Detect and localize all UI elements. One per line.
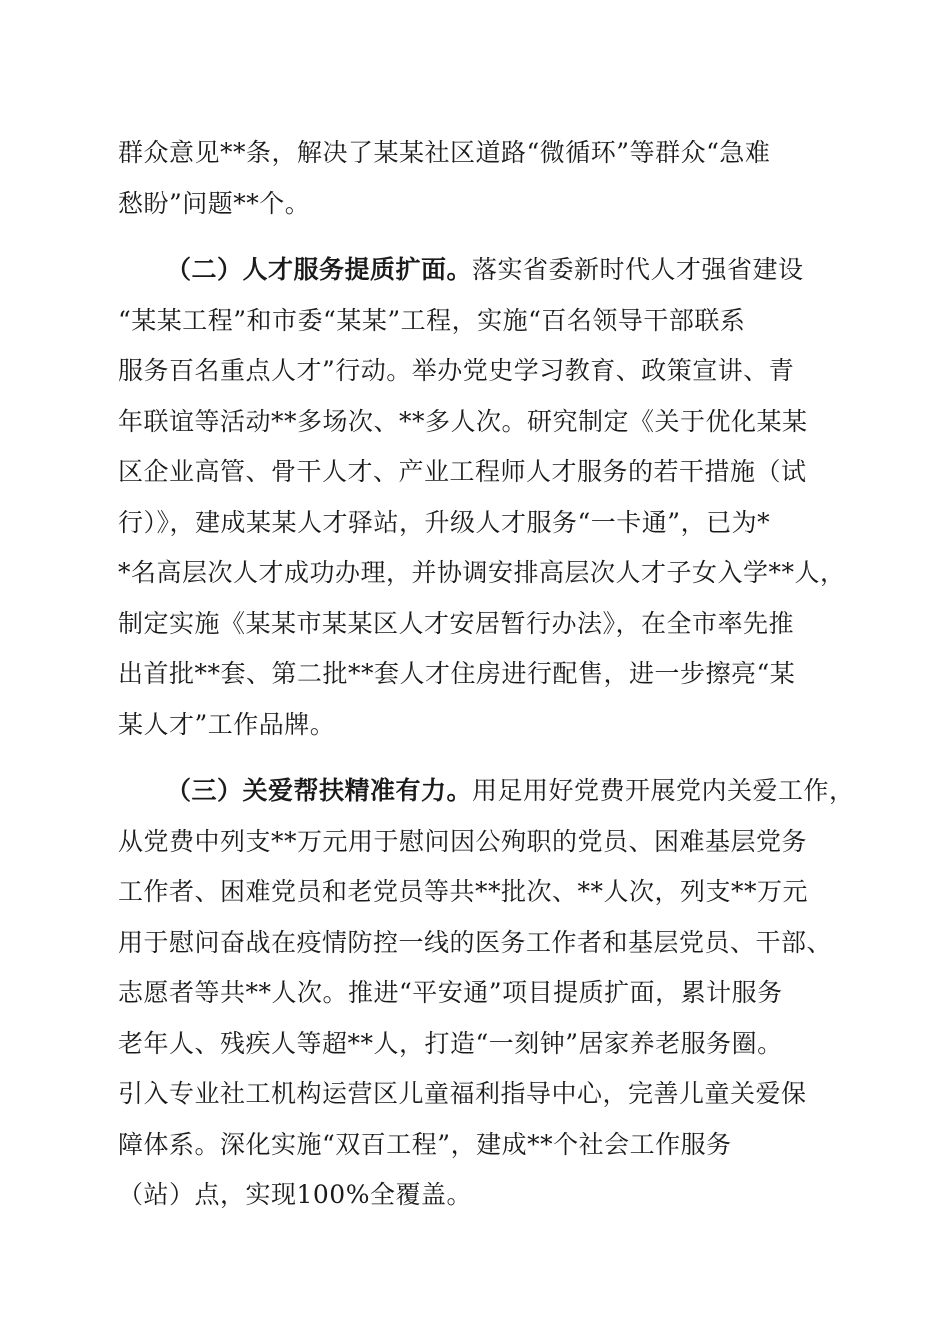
- text-line: [118, 245, 834, 296]
- text-line: 老年人、残疾人等超**人，打造“一刻钟”居家养老服务圈。: [118, 1028, 783, 1058]
- text-line: 用于慰问奋战在疫情防控一线的医务工作者和基层党员、干部、: [118, 927, 833, 957]
- text-line: 出首批**套、第二批**套人才住房进行配售，进一步擦亮“某: [118, 659, 796, 688]
- paragraph-2: [118, 245, 846, 750]
- text-line: “某某工程”和市委“某某”工程，实施“百名领导干部联系: [118, 305, 746, 335]
- text-line: 愁盼”问题**个。: [118, 188, 311, 218]
- text-line: 工作者、困难党员和老党员等共**批次、**人次，列支**万元: [118, 877, 809, 906]
- text-run: 用足用好党费开展党内关爱工作，: [472, 776, 855, 805]
- text-run: 落实省委新时代人才强省建设: [472, 255, 804, 284]
- text-line: 行）》，建成某某人才驿站，升级人才服务“一卡通”，已为*: [118, 507, 771, 537]
- text-line: 制定实施《某某市某某区人才安居暂行办法》，在全市率先推: [118, 608, 795, 638]
- text-line: 区企业高管、骨干人才、产业工程师人才服务的若干措施（试: [118, 457, 807, 486]
- document-body: [118, 128, 855, 1221]
- text-line: *名高层次人才成功办理，并协调安排高层次人才子女入学**人，: [118, 558, 846, 587]
- text-line: 障体系。深化实施“双百工程”，建成**个社会工作服务: [118, 1129, 732, 1159]
- text-line: 年联谊等活动**多场次、**多人次。研究制定《关于优化某某: [118, 406, 808, 436]
- text-line: 引入专业社工机构运营区儿童福利指导中心，完善儿童关爱保: [118, 1079, 807, 1108]
- text-line: [118, 766, 855, 817]
- text-line: （站）点，实现100%全覆盖。: [118, 1180, 472, 1209]
- text-line: 某人才”工作品牌。: [118, 709, 336, 739]
- paragraph-3: [118, 766, 855, 1221]
- section-heading: （二）人才服务提质扩面。: [166, 255, 473, 284]
- text-line: 志愿者等共**人次。推进“平安通”项目提质扩面，累计服务: [118, 978, 783, 1007]
- text-line: 从党费中列支**万元用于慰问因公殉职的党员、困难基层党务: [118, 826, 808, 856]
- paragraph-1: [118, 128, 834, 229]
- section-heading: （三）关爱帮扶精准有力。: [166, 776, 473, 805]
- text-line: 服务百名重点人才”行动。举办党史学习教育、政策宣讲、青: [118, 356, 795, 385]
- text-line: 群众意见**条，解决了某某社区道路“微循环”等群众“急难: [118, 138, 771, 167]
